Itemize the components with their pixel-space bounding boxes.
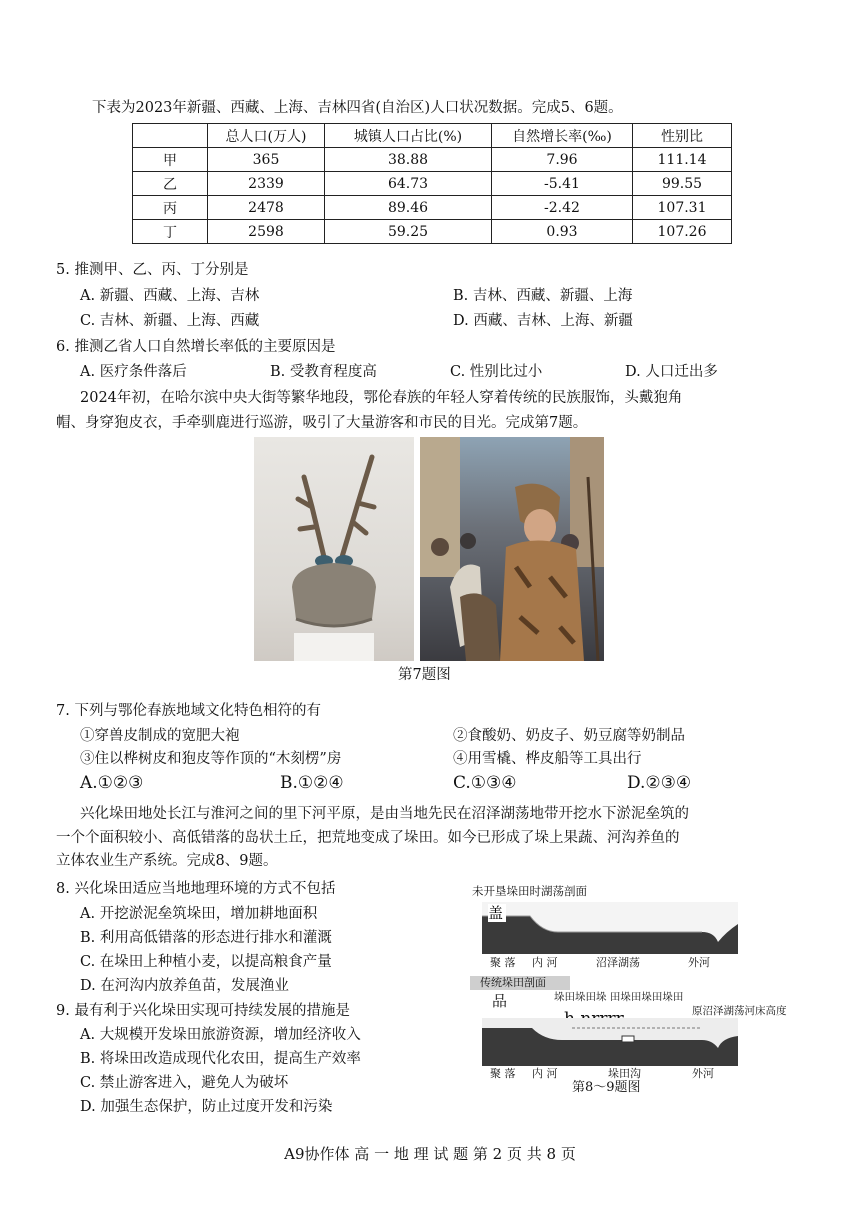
table-row bbox=[133, 148, 732, 172]
diagram-bottom-label: 外河 bbox=[692, 1067, 714, 1080]
question-8-stem: 8. 兴化垛田适应当地地理环境的方式不包括 bbox=[56, 881, 336, 897]
intro-q8-9-line-1: 兴化垛田地处长江与淮河之间的里下河平原，是由当地先民在沼泽湖荡地带开挖水下淤泥垒筑的 bbox=[80, 806, 689, 822]
question-5-option-b[interactable]: B. 吉林、西藏、新疆、上海 bbox=[453, 288, 633, 304]
intro-q7-line-1: 2024年初，在哈尔滨中央大街等繁华地段，鄂伦春族的年轻人穿着传统的民族服饰，头戴狍角 bbox=[80, 390, 683, 406]
question-5-option-c[interactable]: C. 吉林、新疆、上海、西藏 bbox=[80, 313, 260, 329]
table-cell: 111.14 bbox=[633, 148, 732, 172]
table-cell: 107.26 bbox=[633, 220, 732, 244]
diagram-top-label: 外河 bbox=[688, 956, 710, 969]
question-5-option-a[interactable]: A. 新疆、西藏、上海、吉林 bbox=[80, 288, 260, 304]
duotian-profile-diagram bbox=[470, 880, 800, 1095]
question-9-option-b[interactable]: B. 将垛田改造成现代化农田，提高生产效率 bbox=[80, 1051, 361, 1067]
population-table bbox=[132, 123, 732, 244]
table-header-cell bbox=[133, 124, 208, 148]
table-cell: 107.31 bbox=[633, 196, 732, 220]
table-cell: 甲 bbox=[133, 148, 208, 172]
table-cell: 丙 bbox=[133, 196, 208, 220]
question-7-statement-2: ②食酸奶、奶皮子、奶豆腐等奶制品 bbox=[453, 728, 685, 744]
question-6-stem: 6. 推测乙省人口自然增长率低的主要原因是 bbox=[56, 339, 336, 355]
question-7-statement-4: ④用雪橇、桦皮船等工具出行 bbox=[453, 751, 642, 767]
question-7-stem: 7. 下列与鄂伦春族地域文化特色相符的有 bbox=[56, 703, 321, 719]
diagram-top-profile bbox=[482, 902, 738, 954]
table-header-cell: 总人口(万人) bbox=[208, 124, 325, 148]
question-6-option-b[interactable]: B. 受教育程度高 bbox=[270, 364, 377, 380]
table-header-row bbox=[133, 124, 732, 148]
page-footer: A9协作体 高 一 地 理 试 题 第 2 页 共 8 页 bbox=[284, 1145, 576, 1163]
question-9-option-d[interactable]: D. 加强生态保护，防止过度开发和污染 bbox=[80, 1099, 333, 1115]
table-cell: 2478 bbox=[208, 196, 325, 220]
intro-q5-6: 下表为2023年新疆、西藏、上海、吉林四省(自治区)人口状况数据。完成5、6题。 bbox=[92, 100, 623, 116]
question-6-option-a[interactable]: A. 医疗条件落后 bbox=[80, 364, 187, 380]
diagram-top-label: 沼泽湖荡 bbox=[596, 956, 640, 969]
table-cell: 乙 bbox=[133, 172, 208, 196]
table-header-cell: 性别比 bbox=[633, 124, 732, 148]
table-cell: 59.25 bbox=[325, 220, 492, 244]
table-cell: 99.55 bbox=[633, 172, 732, 196]
figure-7-caption: 第7题图 bbox=[398, 667, 451, 683]
parade-illustration bbox=[420, 437, 604, 661]
diagram-caption: 第8～9题图 bbox=[572, 1080, 641, 1095]
table-cell: -5.41 bbox=[492, 172, 633, 196]
diagram-top-mark: 盖 bbox=[488, 904, 506, 922]
diagram-bottom-profile bbox=[482, 1018, 738, 1066]
question-6-option-d[interactable]: D. 人口迁出多 bbox=[625, 364, 718, 380]
diagram-top-label: 内 河 bbox=[532, 956, 558, 969]
question-7-option-d[interactable]: D.②③④ bbox=[627, 773, 692, 793]
question-8-option-a[interactable]: A. 开挖淤泥垒筑垛田，增加耕地面积 bbox=[80, 906, 318, 922]
antler-hat-illustration bbox=[254, 437, 414, 661]
table-header-cell: 自然增长率(‰) bbox=[492, 124, 633, 148]
table-cell: 365 bbox=[208, 148, 325, 172]
question-7-option-b[interactable]: B.①②④ bbox=[280, 773, 344, 793]
table-cell: -2.42 bbox=[492, 196, 633, 220]
question-5-stem: 5. 推测甲、乙、丙、丁分别是 bbox=[56, 262, 249, 278]
question-8-option-b[interactable]: B. 利用高低错落的形态进行排水和灌溉 bbox=[80, 930, 332, 946]
antler-hat-photo bbox=[254, 437, 414, 661]
table-cell: 38.88 bbox=[325, 148, 492, 172]
question-7-statement-3: ③住以桦树皮和狍皮等作顶的“木刻楞”房 bbox=[80, 751, 342, 767]
question-7-option-a[interactable]: A.①②③ bbox=[80, 773, 144, 793]
question-7-statement-1: ①穿兽皮制成的宽肥大袍 bbox=[80, 728, 240, 744]
intro-q8-9-line-3: 立体农业生产系统。完成8、9题。 bbox=[56, 853, 278, 869]
diagram-bottom-mark: 品 bbox=[492, 992, 508, 1010]
diagram-bottom-level-label: 原沼泽湖荡河床高度 bbox=[692, 1005, 787, 1017]
table-cell: 7.96 bbox=[492, 148, 633, 172]
question-8-option-c[interactable]: C. 在垛田上种植小麦，以提高粮食产量 bbox=[80, 954, 332, 970]
table-cell: 2598 bbox=[208, 220, 325, 244]
table-cell: 89.46 bbox=[325, 196, 492, 220]
table-cell: 0.93 bbox=[492, 220, 633, 244]
question-9-option-a[interactable]: A. 大规模开发垛田旅游资源，增加经济收入 bbox=[80, 1027, 361, 1043]
question-6-option-c[interactable]: C. 性别比过小 bbox=[450, 364, 543, 380]
table-row bbox=[133, 220, 732, 244]
table-cell: 2339 bbox=[208, 172, 325, 196]
parade-photo bbox=[420, 437, 604, 661]
question-7-option-c[interactable]: C.①③④ bbox=[453, 773, 517, 793]
table-cell: 64.73 bbox=[325, 172, 492, 196]
diagram-top-title: 未开垦垛田时湖荡剖面 bbox=[472, 884, 587, 898]
question-8-option-d[interactable]: D. 在河沟内放养鱼苗，发展渔业 bbox=[80, 978, 289, 994]
diagram-bottom-label: 内 河 bbox=[532, 1067, 558, 1080]
diagram-bottom-title: 传统垛田剖面 bbox=[480, 976, 546, 989]
question-9-option-c[interactable]: C. 禁止游客进入，避免人为破坏 bbox=[80, 1075, 289, 1091]
intro-q8-9-line-2: 一个个面积较小、高低错落的岛状土丘，把荒地变成了垛田。如今已形成了垛上果蔬、河沟养鱼的 bbox=[56, 830, 680, 846]
diagram-bottom-fields: 垛田垛田垛 田垛田垛田垛田 bbox=[554, 991, 684, 1003]
diagram-bottom-label: 垛田沟 bbox=[608, 1067, 641, 1080]
table-row bbox=[133, 172, 732, 196]
table-cell: 丁 bbox=[133, 220, 208, 244]
table-header-cell: 城镇人口占比(%) bbox=[325, 124, 492, 148]
diagram-top-label: 聚 落 bbox=[490, 956, 516, 969]
question-9-stem: 9. 最有利于兴化垛田实现可持续发展的措施是 bbox=[56, 1003, 350, 1019]
diagram-bottom-label: 聚 落 bbox=[490, 1067, 516, 1080]
table-row bbox=[133, 196, 732, 220]
question-5-option-d[interactable]: D. 西藏、吉林、上海、新疆 bbox=[453, 313, 633, 329]
intro-q7-line-2: 帽、身穿狍皮衣，手牵驯鹿进行巡游，吸引了大量游客和市民的目光。完成第7题。 bbox=[56, 415, 588, 431]
